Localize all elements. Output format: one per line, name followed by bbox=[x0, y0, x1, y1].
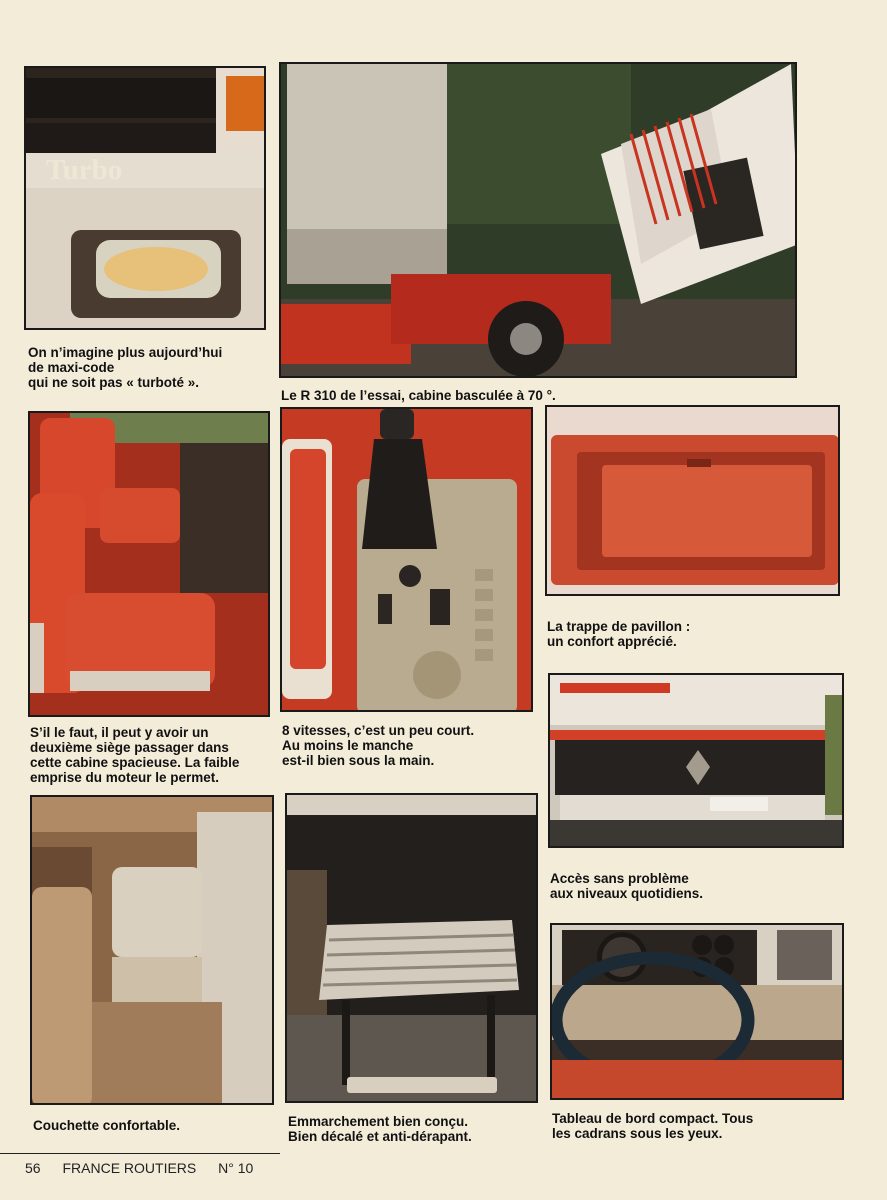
tilted-cab-illustration bbox=[281, 64, 797, 378]
caption-gear-stick: 8 vitesses, c’est un peu court. Au moins le manche est-il bien sous la main. bbox=[282, 723, 475, 768]
photo-dashboard bbox=[550, 923, 844, 1100]
footer-rule bbox=[0, 1153, 280, 1154]
photo-step bbox=[285, 793, 538, 1103]
photo-gear-stick bbox=[280, 407, 533, 712]
caption-turbo: On n’imagine plus aujourd’hui de maxi-code qui ne soit pas « turboté ». bbox=[28, 345, 223, 390]
issue-number: N° 10 bbox=[218, 1160, 254, 1176]
caption-front-access: Accès sans problème aux niveaux quotidiens. bbox=[550, 871, 704, 901]
caption-bunk: Couchette confortable. bbox=[33, 1118, 181, 1133]
photo-roof-hatch bbox=[545, 405, 840, 596]
caption-passenger-seat: S’il le faut, il peut y avoir un deuxième siège passager dans cette cabine spacieuse. La faible emprise du moteur le permet. bbox=[30, 725, 240, 785]
photo-turbo-grille bbox=[24, 66, 266, 330]
photo-tilted-cab bbox=[279, 62, 797, 378]
turbo-badge: Turbo bbox=[46, 154, 123, 186]
seat-illustration bbox=[30, 413, 270, 717]
photo-bunk bbox=[30, 795, 274, 1105]
photo-front-access bbox=[548, 673, 844, 848]
magazine-name: FRANCE ROUTIERS bbox=[62, 1160, 197, 1176]
gear-stick-illustration bbox=[282, 409, 533, 712]
turbo-grille-illustration bbox=[26, 68, 266, 330]
photo-passenger-seat bbox=[28, 411, 270, 717]
roof-hatch-illustration bbox=[547, 407, 840, 596]
caption-step: Emmarchement bien conçu. Bien décalé et anti-dérapant. bbox=[288, 1114, 472, 1144]
dashboard-illustration bbox=[552, 925, 844, 1100]
page-number: 56 bbox=[25, 1160, 41, 1176]
caption-dashboard: Tableau de bord compact. Tous les cadrans sous les yeux. bbox=[552, 1111, 754, 1141]
front-access-illustration bbox=[550, 675, 844, 848]
page-footer bbox=[25, 1160, 271, 1176]
caption-roof-hatch: La trappe de pavillon : un confort apprécié. bbox=[547, 619, 691, 649]
caption-tilted-cab: Le R 310 de l’essai, cabine basculée à 70 °. bbox=[281, 388, 556, 403]
step-illustration bbox=[287, 795, 538, 1103]
bunk-illustration bbox=[32, 797, 274, 1105]
